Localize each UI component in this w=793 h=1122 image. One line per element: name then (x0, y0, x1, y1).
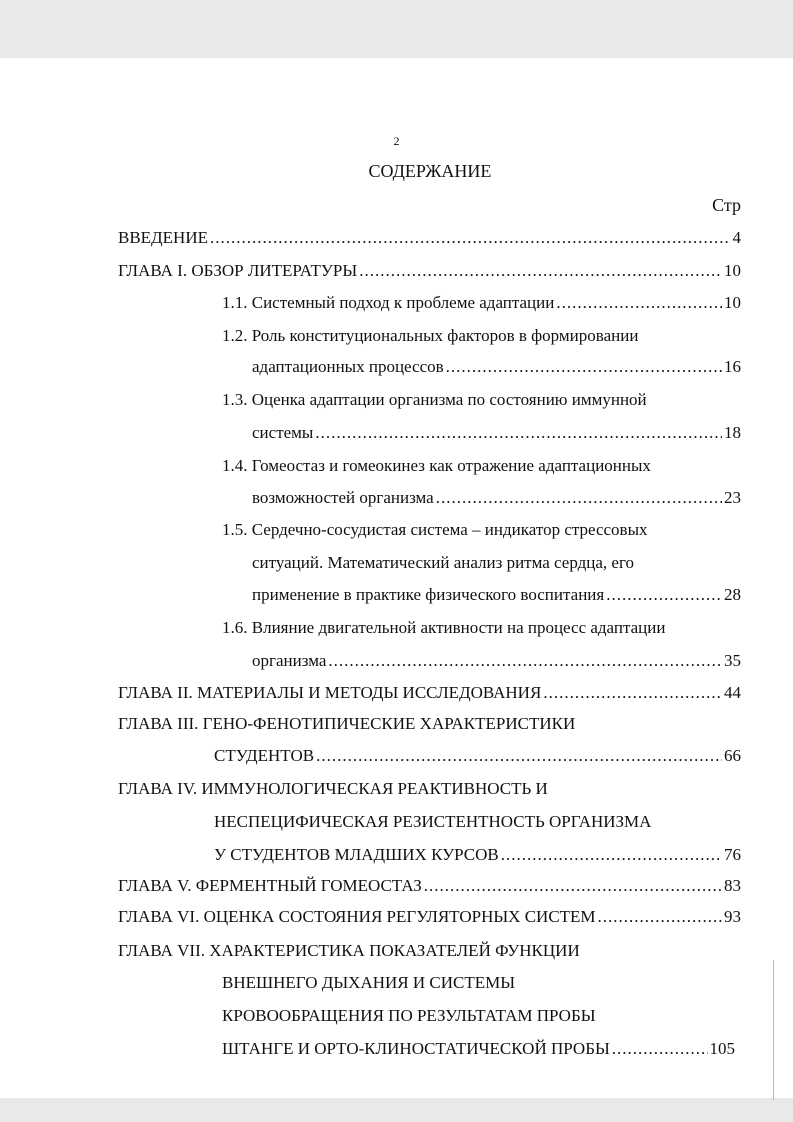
toc-entry (252, 651, 741, 671)
toc-entry (222, 520, 648, 540)
toc-entry-text: ситуаций. Математический анализ ритма сердца, его (252, 553, 635, 572)
toc-entry-page: 16 (724, 357, 741, 376)
toc-leader-dots (359, 261, 722, 281)
toc-entry (118, 907, 741, 927)
toc-entry-text: 1.6. Влияние двигательной активности на процесс адаптации (222, 618, 666, 637)
toc-entry (222, 293, 741, 313)
toc-entry (252, 585, 741, 605)
toc-leader-dots (543, 683, 722, 703)
toc-title: СОДЕРЖАНИЕ (368, 161, 492, 181)
toc-entry-text: НЕСПЕЦИФИЧЕСКАЯ РЕЗИСТЕНТНОСТЬ ОРГАНИЗМА (214, 812, 652, 831)
toc-entry (118, 941, 580, 961)
toc-leader-dots (598, 907, 722, 927)
toc-entry-text: 1.3. Оценка адаптации организма по состоянию иммунной (222, 390, 647, 409)
toc-leader-dots (424, 876, 722, 896)
toc-entry-text: 1.5. Сердечно-сосудистая система – индикатор стрессовых (222, 520, 648, 539)
toc-entry (222, 390, 647, 410)
toc-entry-text: ГЛАВА V. ФЕРМЕНТНЫЙ ГОМЕОСТАЗ (118, 876, 422, 895)
toc-leader-dots (436, 488, 722, 508)
toc-leader-dots (316, 746, 722, 766)
toc-entry-page: 28 (724, 585, 741, 604)
toc-entry-text: ГЛАВА VII. ХАРАКТЕРИСТИКА ПОКАЗАТЕЛЕЙ ФУНКЦИИ (118, 941, 580, 960)
toc-leader-dots (612, 1039, 708, 1059)
toc-entry (118, 228, 741, 248)
toc-entry (252, 553, 634, 573)
toc-leader-dots (606, 585, 722, 605)
toc-entry (118, 779, 548, 799)
toc-entry (252, 423, 741, 443)
toc-entry-text: системы (252, 423, 314, 442)
toc-entry (118, 876, 741, 896)
toc-entry-text: 1.2. Роль конституциональных факторов в формировании (222, 326, 639, 345)
toc-entry-text: 1.1. Системный подход к проблеме адаптации (222, 293, 555, 312)
toc-entry-text: адаптационных процессов (252, 357, 444, 376)
toc-leader-dots (328, 651, 722, 671)
toc-entry-text: ГЛАВА VI. ОЦЕНКА СОСТОЯНИЯ РЕГУЛЯТОРНЫХ СИСТЕМ (118, 907, 596, 926)
toc-entry-page: 83 (724, 876, 741, 895)
toc-entry-text: У СТУДЕНТОВ МЛАДШИХ КУРСОВ (214, 845, 499, 864)
toc-entry-text: организма (252, 651, 327, 670)
toc-entry (222, 1006, 596, 1026)
toc-entry-text: ГЛАВА II. МАТЕРИАЛЫ И МЕТОДЫ ИССЛЕДОВАНИЯ (118, 683, 542, 702)
toc-entry-page: 93 (724, 907, 741, 926)
toc-entry-text: применение в практике физического воспитания (252, 585, 605, 604)
page-number: 2 (393, 134, 400, 148)
toc-entry (214, 845, 741, 865)
toc-entry (214, 812, 651, 832)
toc-entry-page: 4 (732, 228, 741, 247)
toc-entry (222, 973, 515, 993)
toc-leader-dots (315, 423, 722, 443)
toc-entry (252, 488, 741, 508)
toc-leader-dots (501, 845, 722, 865)
toc-entry-text: СТУДЕНТОВ (214, 746, 315, 765)
toc-entry-page: 10 (724, 261, 741, 280)
toc-entry-text: ВВЕДЕНИЕ (118, 228, 208, 247)
toc-entry-text: ШТАНГЕ И ОРТО-КЛИНОСТАТИЧЕСКОЙ ПРОБЫ (222, 1039, 610, 1058)
toc-entry (222, 1039, 735, 1059)
toc-entry (118, 683, 741, 703)
toc-entry-page: 10 (724, 293, 741, 312)
toc-entry-page: 76 (724, 845, 741, 864)
toc-entry-text: КРОВООБРАЩЕНИЯ ПО РЕЗУЛЬТАТАМ ПРОБЫ (222, 1006, 596, 1025)
toc-entry-text: ВНЕШНЕГО ДЫХАНИЯ И СИСТЕМЫ (222, 973, 516, 992)
toc-entry (252, 357, 741, 377)
toc-entry-text: 1.4. Гомеостаз и гомеокинез как отражение адаптационных (222, 456, 651, 475)
toc-entry (214, 746, 741, 766)
toc-entry (118, 714, 575, 734)
toc-entry-page: 35 (724, 651, 741, 670)
page-column-header: Стр (712, 195, 741, 215)
toc-leader-dots (210, 228, 731, 248)
toc-entry-text: возможностей организма (252, 488, 434, 507)
toc-entry (222, 456, 651, 476)
toc-entry-page: 105 (709, 1039, 735, 1058)
toc-entry-text: ГЛАВА I. ОБЗОР ЛИТЕРАТУРЫ (118, 261, 358, 280)
toc-entry-page: 66 (724, 746, 741, 765)
toc-entry-text: ГЛАВА III. ГЕНО-ФЕНОТИПИЧЕСКИЕ ХАРАКТЕРИСТИКИ (118, 714, 576, 733)
toc-entry-page: 23 (724, 488, 741, 507)
toc-entry-text: ГЛАВА IV. ИММУНОЛОГИЧЕСКАЯ РЕАКТИВНОСТЬ И (118, 779, 548, 798)
toc-entry-page: 44 (724, 683, 741, 702)
toc-leader-dots (446, 357, 722, 377)
toc-entry (222, 326, 638, 346)
toc-leader-dots (556, 293, 722, 313)
toc-entry (222, 618, 665, 638)
scan-edge-mark (773, 960, 774, 1100)
toc-entry-page: 18 (724, 423, 741, 442)
toc-entry (118, 261, 741, 281)
